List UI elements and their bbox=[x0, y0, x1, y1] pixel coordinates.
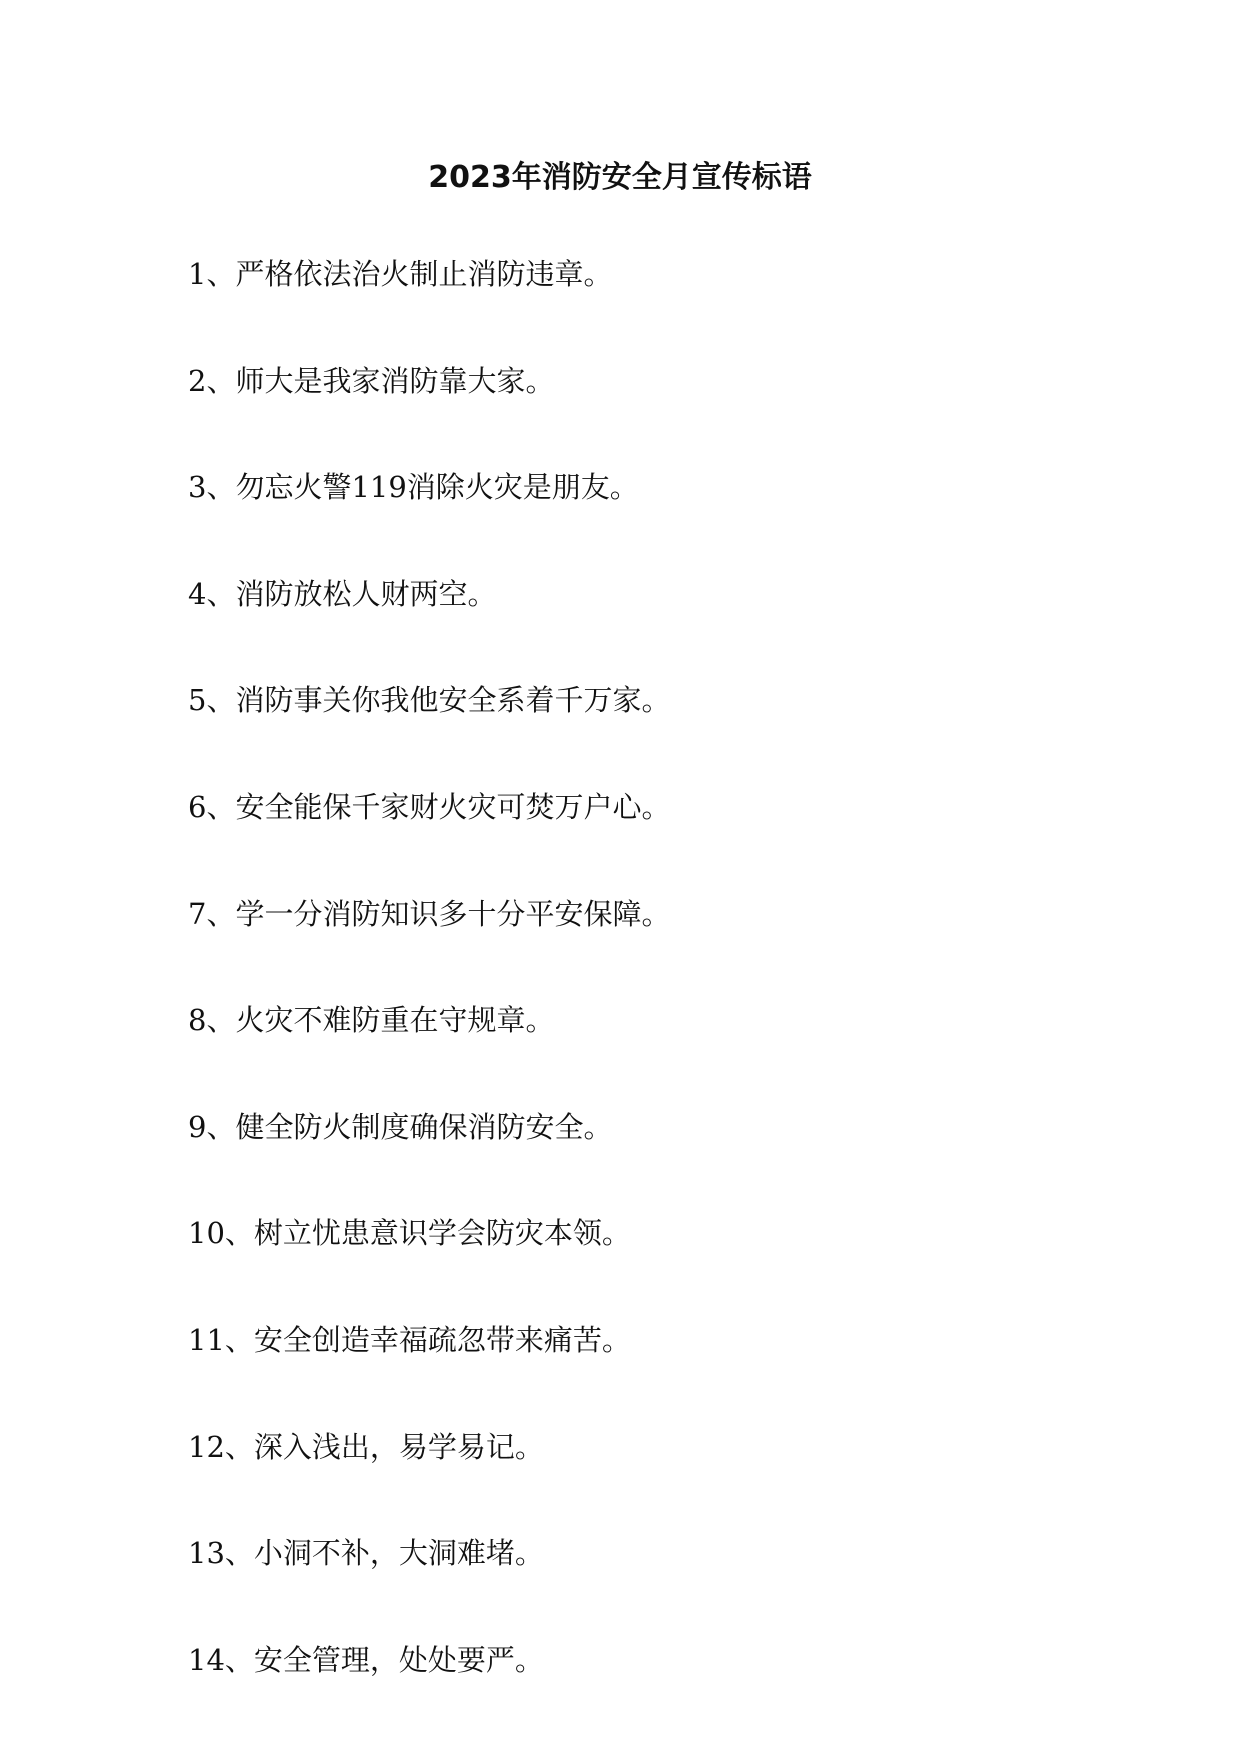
slogan-text: 严格依法治火制止消防违章。 bbox=[235, 257, 613, 291]
slogan-text: 深入浅出，易学易记。 bbox=[253, 1429, 544, 1464]
slogan-list bbox=[188, 254, 1138, 1746]
slogan-number: 12、 bbox=[188, 1429, 254, 1464]
slogan-text: 消防事关你我他安全系着千万家。 bbox=[235, 683, 671, 718]
slogan-item bbox=[188, 574, 1138, 681]
slogan-text: 消防放松人财两空。 bbox=[235, 576, 497, 611]
slogan-number: 14、 bbox=[188, 1642, 254, 1677]
slogan-number: 9、 bbox=[188, 1109, 236, 1144]
slogan-text: 安全创造幸福疏忽带来痛苦。 bbox=[253, 1322, 631, 1357]
slogan-text: 树立忧患意识学会防灾本领。 bbox=[253, 1216, 631, 1251]
slogan-item bbox=[188, 680, 1138, 787]
slogan-text: 小洞不补，大洞难堵。 bbox=[253, 1536, 544, 1571]
slogan-number: 2、 bbox=[188, 363, 236, 398]
slogan-text: 火灾不难防重在守规章。 bbox=[235, 1003, 555, 1038]
slogan-item bbox=[188, 894, 1138, 1001]
slogan-item bbox=[188, 254, 1138, 361]
slogan-number: 1、 bbox=[188, 257, 236, 291]
slogan-item bbox=[188, 1107, 1138, 1214]
slogan-text: 学一分消防知识多十分平安保障。 bbox=[235, 896, 671, 931]
slogan-number: 10、 bbox=[188, 1216, 254, 1251]
slogan-number: 13、 bbox=[188, 1536, 254, 1571]
slogan-item bbox=[188, 1640, 1138, 1747]
slogan-number: 5、 bbox=[188, 683, 236, 718]
slogan-number: 4、 bbox=[188, 576, 236, 611]
document-title: 2023年消防安全月宣传标语 bbox=[428, 160, 812, 195]
slogan-item bbox=[188, 361, 1138, 468]
slogan-text: 安全能保千家财火灾可焚万户心。 bbox=[235, 789, 671, 824]
slogan-text: 师大是我家消防靠大家。 bbox=[235, 363, 555, 398]
slogan-number: 7、 bbox=[188, 896, 236, 931]
slogan-item bbox=[188, 1320, 1138, 1427]
slogan-text: 健全防火制度确保消防安全。 bbox=[235, 1109, 613, 1144]
slogan-item bbox=[188, 467, 1138, 574]
slogan-number: 3、 bbox=[188, 470, 236, 505]
slogan-item bbox=[188, 1000, 1138, 1107]
slogan-text: 勿忘火警119消除火灾是朋友。 bbox=[235, 470, 639, 505]
slogan-item bbox=[188, 1533, 1138, 1640]
slogan-item bbox=[188, 1427, 1138, 1534]
slogan-item bbox=[188, 1213, 1138, 1320]
slogan-number: 6、 bbox=[188, 789, 236, 824]
slogan-number: 11、 bbox=[188, 1322, 254, 1357]
slogan-text: 安全管理，处处要严。 bbox=[253, 1642, 544, 1677]
slogan-number: 8、 bbox=[188, 1003, 236, 1038]
slogan-item bbox=[188, 787, 1138, 894]
